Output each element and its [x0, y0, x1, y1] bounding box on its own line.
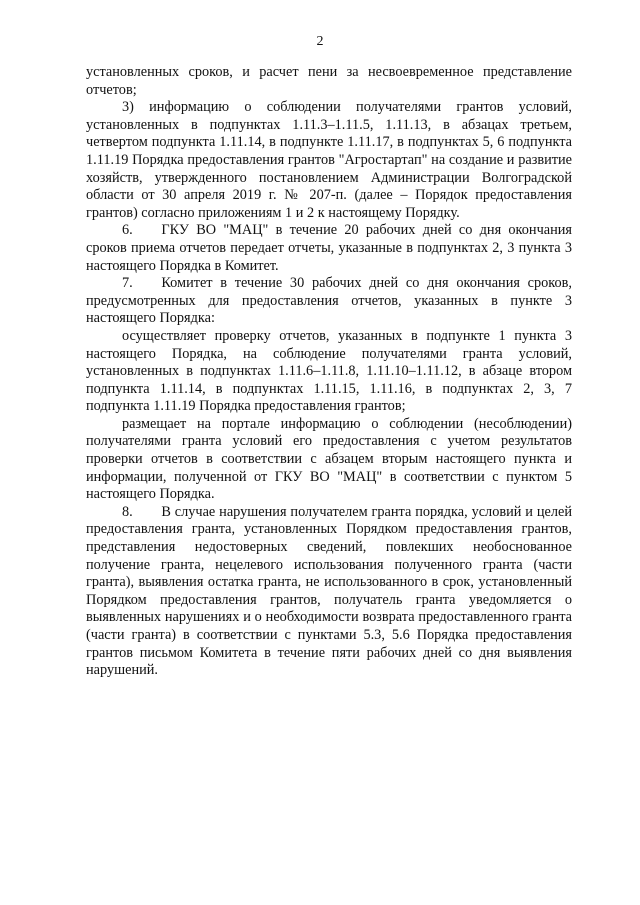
- paragraph-item-7: 7. Комитет в течение 30 рабочих дней со дня окончания сроков, предусмотренных для предоставления отчетов, указанных в пункте 3 настоящего Порядка:: [86, 275, 572, 327]
- document-body: [86, 64, 572, 680]
- paragraph-continuation: установленных сроков, и расчет пени за несвоевременное представление отчетов;: [86, 64, 572, 98]
- paragraph-item-8: 8. В случае нарушения получателем гранта порядка, условий и целей предоставления гранта, установленных Порядком предоставления грантов, представления недостоверных сведений, повлекших необоснованное получение гранта, нецелевого использования полученного гранта (части гранта), выявления остатка гранта, не использованного в срок, установленный Порядком предоставления грантов, получатель гранта уведомляется о выявленных нарушениях и о необходимости возврата предоставленного гранта (части гранта) в соответствии с пунктами 5.3, 5.6 Порядка предоставления грантов письмом Комитета в течение пяти рабочих дней со дня выявления нарушений.: [86, 503, 572, 679]
- page-number: 2: [316, 34, 324, 49]
- paragraph-item-6: 6. ГКУ ВО "МАЦ" в течение 20 рабочих дней со дня окончания сроков приема отчетов передает отчеты, указанные в подпунктах 2, 3 пункта 3 настоящего Порядка в Комитет.: [86, 222, 572, 274]
- paragraph-publish-info: размещает на портале информацию о соблюдении (несоблюдении) получателями гранта условий его предоставления с учетом результатов проверки отчетов в соответствии с абзацем вторым настоящего пункта и информации, полученной от ГКУ ВО "МАЦ" в соответствии с пунктом 5 настоящего Порядка.: [86, 415, 572, 503]
- paragraph-check-reports: осуществляет проверку отчетов, указанных в подпункте 1 пункта 3 настоящего Порядка, на соблюдение получателями гранта условий, установленных в подпунктах 1.11.6–1.11.8, 1.11.10–1.11.12, в абзаце втором подпункта 1.11.14, в подпунктах 1.11.15, 1.11.16, в подпунктах 2, 3, 7 подпункта 1.11.19 Порядка предоставления грантов;: [86, 327, 572, 415]
- paragraph-subitem-3: 3) информацию о соблюдении получателями грантов условий, установленных в подпунктах 1.11.3–1.11.5, 1.11.13, в абзацах третьем, четвертом подпункта 1.11.14, в подпункте 1.11.17, в подпунктах 5, 6 подпункта 1.11.19 Порядка предоставления грантов "Агростартап" на создание и развитие хозяйств, утвержденного постановлением Администрации Волгоградской области от 30 апреля 2019 г. № 207-п. (далее – Порядок предоставления грантов) согласно приложениям 1 и 2 к настоящему Порядку.: [86, 99, 572, 221]
